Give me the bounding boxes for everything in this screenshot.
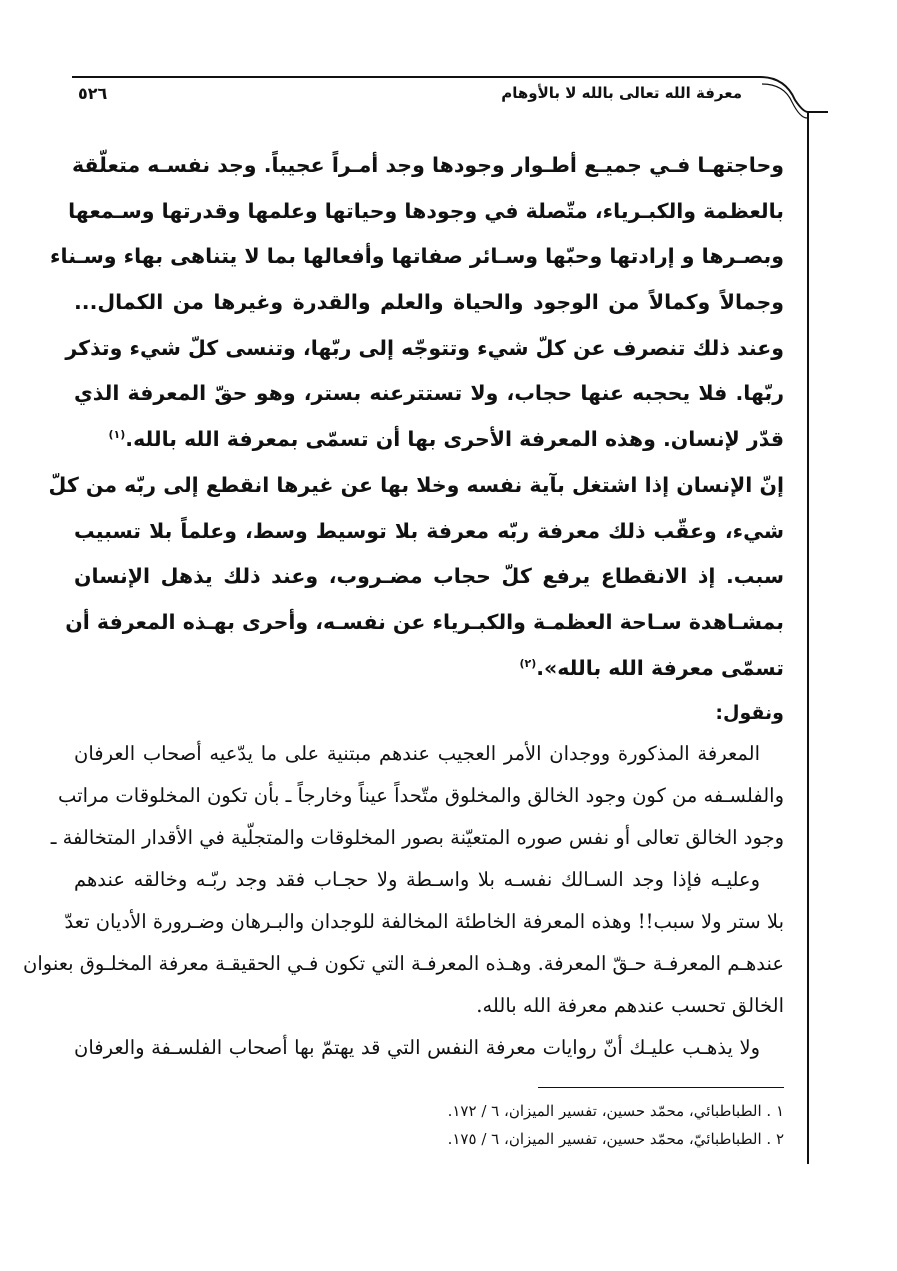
- main-text: [23, 143, 784, 1069]
- quote-line: إنّ الإنسان إذا اشتغل بآية نفسه وخلا بها عن غيرها انقطع إلى ربّه من كلّ: [48, 472, 784, 497]
- para-line: عندهـم المعرفـة حـقّ المعرفة. وهـذه المعرفـة التي تكون فـي الحقيقـة معرفة المخلـوق بعنوان: [23, 952, 784, 976]
- para-line: الخالق تحسب عندهم معرفة الله بالله.: [476, 994, 784, 1018]
- side-margin-rule: [807, 112, 809, 1164]
- quote-line: بمشـاهدة سـاحة العظمـة والكبـرياء عن نفسـه، وأحرى بهـذه المعرفة أن: [65, 609, 784, 634]
- quote-line: ربّها. فلا يحجبه عنها حجاب، ولا تستترعنه بستر، وهو حقّ المعرفة الذي: [74, 381, 784, 406]
- footnotes: [448, 1097, 784, 1153]
- quote-line: وجمالاً وكمالاً من الوجود والحياة والعلم والقدرة وغيرها من الكمال...: [74, 290, 784, 315]
- quote-line: وبصـرها و إرادتها وحبّها وسـائر صفاتها وأفعالها بما لا يتناهى بهاء وسـناء: [50, 244, 784, 269]
- footnote-marker: (١): [108, 428, 126, 442]
- quote-line-text: تسمّى معرفة الله بالله».: [536, 655, 784, 680]
- footnote-2: ٢ . الطباطبائيّ، محمّد حسين، تفسير الميزان، ٦ / ١٧٥.: [447, 1130, 784, 1148]
- quote-line: بالعظمة والكبـرياء، متّصلة في وجودها وحياتها وعلمها وقدرتها وسـمعها: [68, 198, 784, 223]
- footnote-1: ١ . الطباطبائي، محمّد حسين، تفسير الميزان، ٦ / ١٧٢.: [447, 1102, 784, 1120]
- para-line: ولا يذهـب عليـك أنّ روايات معرفة النفس التي قد يهتمّ بها أصحاب الفلسـفة والعرفان: [74, 1036, 760, 1060]
- commentary-paragraph: [23, 733, 784, 1069]
- quoted-passage: [48, 143, 784, 691]
- quote-line: [74, 646, 784, 692]
- quote-line-text: قدّر لإنسان. وهذه المعرفة الأحرى بها أن تسمّى بمعرفة الله بالله.: [125, 427, 784, 452]
- quote-line: وحاجتهـا فـي جميـع أطـوار وجودها وجد أمـراً عجيباً. وجد نفسـه متعلّقة: [71, 153, 784, 177]
- para-line: وجود الخالق تعالى أو نفس صوره المتعيّنة بصور المخلوقات والمتجلّية في الأقدار المتخالفة ـ: [50, 826, 784, 850]
- quote-line: [74, 417, 784, 463]
- para-line: وعليـه فإذا وجد السـالك نفسـه بلا واسـطة ولا حجـاب فقد وجد ربّـه وخالقه عندهم: [74, 868, 760, 892]
- para-line: والفلسـفه من كون وجود الخالق والمخلوق متّحداً عيناً وخارجاً ـ بأن تكون المخلوقات مراتب: [58, 784, 784, 808]
- para-line: بلا ستر ولا سبب!! وهذه المعرفة الخاطئة المخالفة للوجدان والبـرهان وضـرورة الأديان تعدّ: [64, 910, 784, 934]
- page-number: ٥٢٦: [78, 84, 108, 103]
- footnote-marker: (٢): [519, 656, 537, 670]
- footnote-separator: [538, 1087, 784, 1088]
- quote-line: شيء، وعقّب ذلك معرفة ربّه معرفة بلا توسيط وسط، وعلماً بلا تسبيب: [74, 518, 784, 543]
- quote-line: وعند ذلك تنصرف عن كلّ شيء وتتوجّه إلى ربّها، وتنسى كلّ شيء وتذكر: [65, 335, 784, 360]
- header-rule: [72, 76, 712, 78]
- quote-line: سبب. إذ الانقطاع يرفع كلّ حجاب مضـروب، وعند ذلك يذهل الإنسان: [74, 564, 784, 589]
- para-line: المعرفة المذكورة ووجدان الأمر العجيب عندهم مبتنية على ما يدّعيه أصحاب العرفان: [74, 742, 760, 766]
- running-header-title: معرفة الله تعالى بالله لا بالأوهام: [501, 84, 742, 102]
- section-subhead: ونقول:: [715, 702, 784, 725]
